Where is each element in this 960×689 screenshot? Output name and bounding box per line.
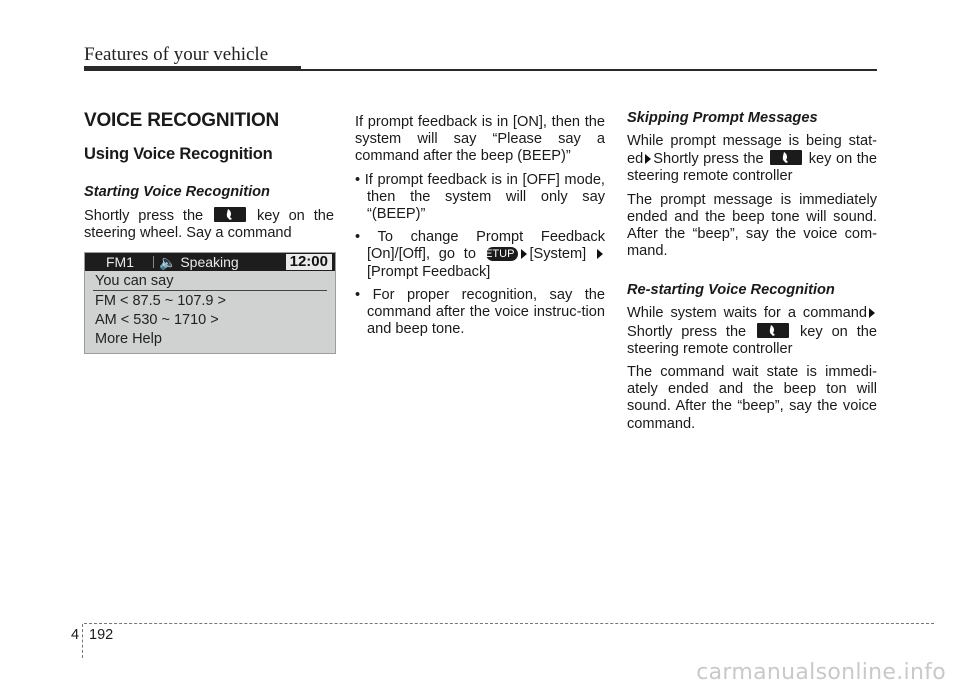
starting-heading: Starting Voice Recognition <box>84 184 270 200</box>
prompt-feedback-intro: If prompt feedback is in [ON], then the system will say “Please say a command after the beep (BEEP)” <box>355 114 605 165</box>
display-clock: 12:00 <box>286 254 332 270</box>
display-mode: 🔈 Speaking <box>159 254 239 271</box>
list-item: • To change Prompt Feedback [On]/[Off], go to SETUP [System] [Prompt Feedback] <box>355 229 605 280</box>
footer-rule <box>84 623 934 624</box>
display-separator <box>153 256 154 268</box>
skip-paragraph-2: The prompt message is immediately ended and the beep tone will sound. After the “beep”, say the voice com-mand. <box>627 191 877 260</box>
display-rule <box>93 290 327 291</box>
display-line-2: FM < 87.5 ~ 107.9 > <box>95 293 226 310</box>
talk-key-icon <box>214 207 246 222</box>
display-line-3: AM < 530 ~ 1710 > <box>95 312 219 329</box>
list-item: • If prompt feedback is in [OFF] mode, then the system will only say “(BEEP)” <box>355 171 605 223</box>
running-header: Features of your vehicle <box>84 44 269 65</box>
display-line-1: You can say <box>95 273 174 290</box>
column-2 <box>355 114 605 344</box>
prompt-feedback-list <box>355 172 605 339</box>
setup-key-icon: SETUP <box>486 247 519 261</box>
speaker-icon: 🔈 <box>159 254 177 271</box>
talk-key-icon <box>757 323 789 338</box>
column-3 <box>627 110 877 439</box>
list-item: • For proper recognition, say the command after the voice instruc-tion and beep tone. <box>355 286 605 338</box>
column-1 <box>84 110 334 354</box>
display-line-4: More Help <box>95 331 162 348</box>
arrow-right-icon <box>521 249 527 259</box>
subsection-title: Using Voice Recognition <box>84 145 273 163</box>
footer-divider <box>82 624 83 658</box>
audio-display-screen <box>84 252 336 354</box>
watermark: carmanualsonline.info <box>696 660 946 685</box>
starting-paragraph: Shortly press the key on the steering wheel. Say a command <box>84 208 334 242</box>
skip-paragraph-1: While prompt message is being stat-ed Shortly press the key on the steering remote controller <box>627 133 878 185</box>
header-rule-thick <box>84 66 301 71</box>
display-band: FM1 <box>106 254 134 271</box>
arrow-right-icon <box>869 308 875 318</box>
page-number: 192 <box>89 627 114 643</box>
skip-heading: Skipping Prompt Messages <box>627 110 818 126</box>
section-title: VOICE RECOGNITION <box>84 110 280 131</box>
talk-key-icon <box>770 150 802 165</box>
arrow-right-icon <box>645 154 651 164</box>
restart-heading: Re-starting Voice Recognition <box>627 282 835 299</box>
header-rule-thin <box>301 69 877 71</box>
restart-paragraph-2: The command wait state is immedi-ately ended and the beep ton will sound. After the “beep”, say the voice command. <box>627 364 877 432</box>
page-section-number: 4 <box>71 627 80 643</box>
restart-paragraph-1: While system waits for a command Shortly press the key on the steering remote controller <box>627 305 877 357</box>
arrow-right-icon <box>597 249 603 259</box>
